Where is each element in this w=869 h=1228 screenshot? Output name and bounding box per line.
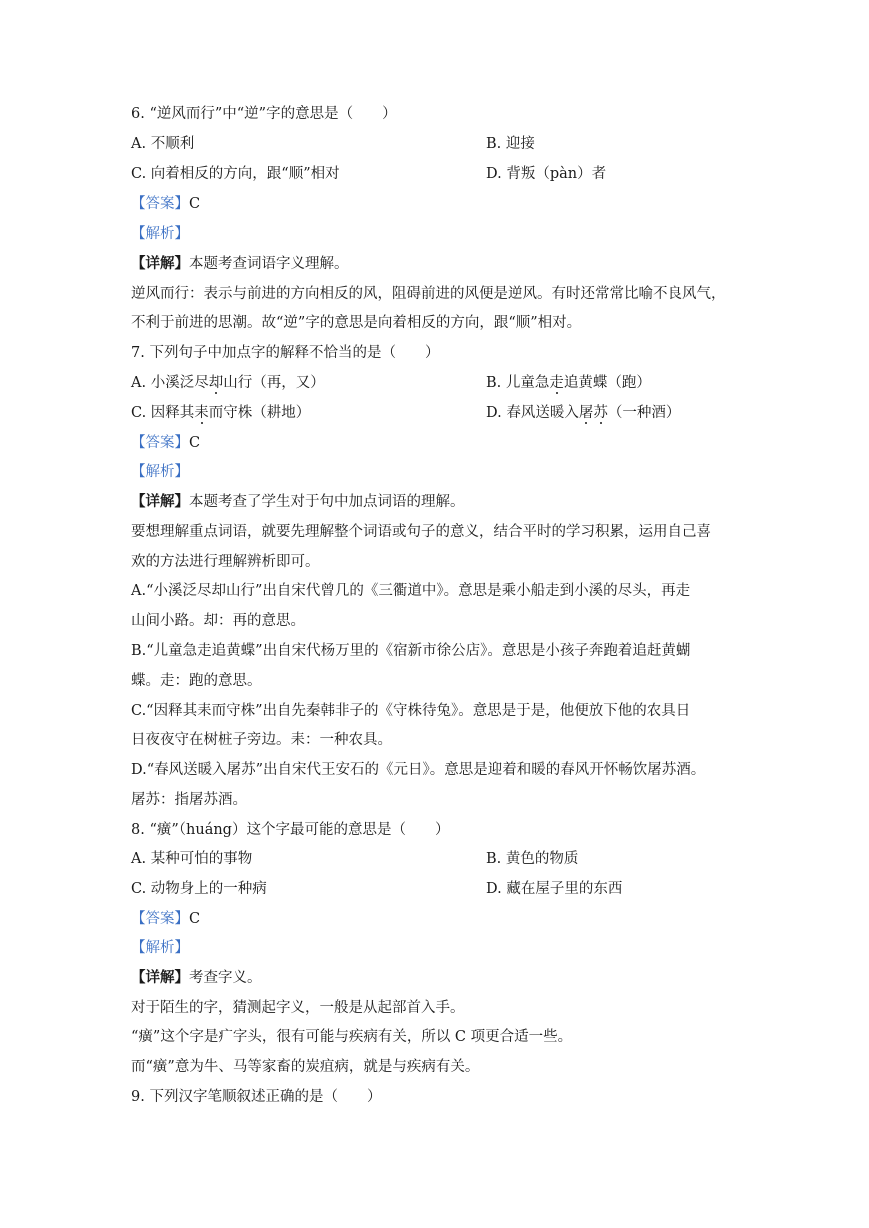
q7-stem: 7. 下列句子中加点字的解释不恰当的是（ ） <box>131 345 440 361</box>
option-text: A. 小溪泛尽 <box>131 375 209 391</box>
q7-analysis-tag: 【解析】 <box>131 464 189 480</box>
q8-option-a: A. 某种可怕的事物 <box>131 851 253 867</box>
option-text: 山行（再，又） <box>223 375 325 391</box>
detail-tag: 【详解】 <box>131 493 189 510</box>
dotted-char: 苏 <box>593 405 608 421</box>
q8-stem: 8. “癀”（huáng）这个字最可能的意思是（ ） <box>131 822 450 838</box>
q7-option-d <box>486 403 766 423</box>
q6-answer <box>131 194 751 214</box>
q8-option-c: C. 动物身上的一种病 <box>131 881 267 897</box>
q7-paragraph: A.“小溪泛尽却山行”出自宋代曾几的《三衢道中》。意思是乘小船走到小溪的尽头，再走 <box>131 583 691 599</box>
detail-text: 考查字义。 <box>189 970 262 986</box>
q7-answer <box>131 433 751 453</box>
detail-tag: 【详解】 <box>131 255 189 272</box>
answer-value: C <box>189 435 201 451</box>
q6-analysis-tag: 【解析】 <box>131 226 189 242</box>
dotted-char: 走 <box>549 375 564 391</box>
q7-paragraph: 日夜夜守在树桩子旁边。耒：一种农具。 <box>131 732 392 748</box>
q9-stem: 9. 下列汉字笔顺叙述正确的是（ ） <box>131 1089 382 1105</box>
q8-answer <box>131 909 751 929</box>
q6-detail <box>131 254 751 274</box>
option-text: B. 儿童急 <box>486 375 550 391</box>
detail-text: 本题考查了学生对于句中加点词语的理解。 <box>189 494 465 510</box>
q7-paragraph: D.“春风送暖入屠苏”出自宋代王安石的《元日》。意思是迎着和暖的春风开怀畅饮屠苏酒。 <box>131 762 706 778</box>
dotted-char: 耒 <box>194 405 209 421</box>
answer-value: C <box>189 911 201 927</box>
q7-paragraph: 屠苏：指屠苏酒。 <box>131 792 247 808</box>
q6-paragraph: 不利于前进的思潮。故“逆”字的意思是向着相反的方向，跟“顺”相对。 <box>131 315 582 331</box>
option-text: 而守株（耕地） <box>208 405 311 421</box>
option-text: （一种酒） <box>607 405 681 421</box>
q6-option-a: A. 不顺利 <box>131 136 195 152</box>
answer-value: C <box>189 196 201 212</box>
q8-paragraph: 而“癀”意为牛、马等家畜的炭疽病，就是与疾病有关。 <box>131 1059 480 1075</box>
q8-paragraph: “癀”这个字是疒字头，很有可能与疾病有关，所以 C 项更合适一些。 <box>131 1029 573 1045</box>
q7-paragraph: 欢的方法进行理解辨析即可。 <box>131 554 320 570</box>
q7-paragraph: 要想理解重点词语，就要先理解整个词语或句子的意义，结合平时的学习积累，运用自己喜 <box>131 524 711 540</box>
option-text: C. 因释其 <box>131 405 195 421</box>
q8-analysis-tag: 【解析】 <box>131 940 189 956</box>
q8-paragraph: 对于陌生的字，猜测起字义，一般是从起部首入手。 <box>131 1000 465 1016</box>
q6-option-d: D. 背叛（pàn）者 <box>486 166 607 182</box>
q8-option-d: D. 藏在屋子里的东西 <box>486 881 623 897</box>
answer-tag: 【答案】 <box>131 911 189 927</box>
detail-text: 本题考查词语字义理解。 <box>189 256 349 272</box>
q7-paragraph: 蝶。走：跑的意思。 <box>131 673 262 689</box>
dotted-char: 却 <box>208 375 224 391</box>
q6-option-b: B. 迎接 <box>486 136 535 152</box>
detail-tag: 【详解】 <box>131 969 189 986</box>
q7-detail <box>131 492 751 512</box>
q8-detail <box>131 968 751 988</box>
q7-option-b <box>486 373 766 393</box>
option-text: 追黄蝶（跑） <box>563 375 651 391</box>
q6-option-c: C. 向着相反的方向，跟“顺”相对 <box>131 166 340 182</box>
answer-tag: 【答案】 <box>131 196 189 212</box>
q7-paragraph: B.“儿童急走追黄蝶”出自宋代杨万里的《宿新市徐公店》。意思是小孩子奔跑着追赶黄蝴 <box>131 643 691 659</box>
q8-option-b: B. 黄色的物质 <box>486 851 579 867</box>
q6-stem: 6. “逆风而行”中“逆”字的意思是（ ） <box>131 106 397 122</box>
q7-paragraph: C.“因释其耒而守株”出自先秦韩非子的《守株待兔》。意思是于是，他便放下他的农具日 <box>131 703 691 719</box>
option-text: D. 春风送暖入 <box>486 405 579 421</box>
q7-paragraph: 山间小路。却：再的意思。 <box>131 613 305 629</box>
q6-paragraph: 逆风而行：表示与前进的方向相反的风，阻碍前进的风便是逆风。有时还常常比喻不良风气， <box>131 286 726 302</box>
dotted-char: 屠 <box>578 405 594 421</box>
answer-tag: 【答案】 <box>131 435 189 451</box>
